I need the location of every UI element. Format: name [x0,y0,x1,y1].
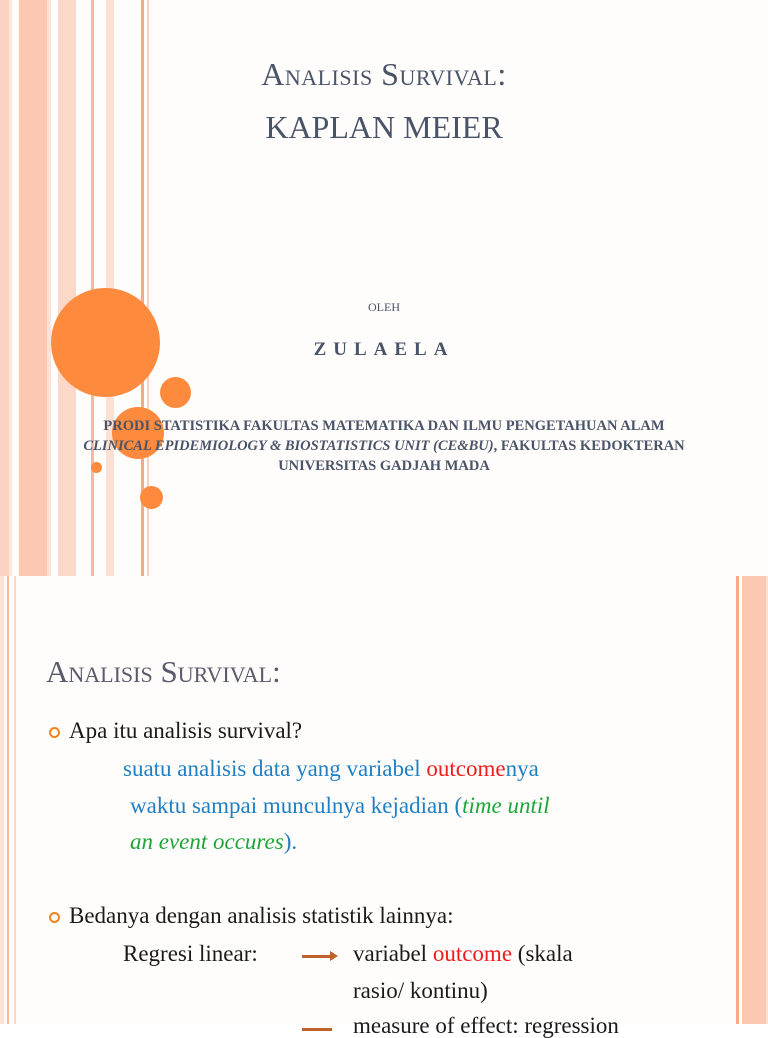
affiliation [0,416,768,476]
bullet-question: Apa itu analisis survival? [69,718,303,743]
section-heading: Analisis Survival: [46,654,281,689]
definition-line-1 [123,757,539,780]
regression-scale: (skala [512,941,573,966]
decorative-stripe [7,576,9,1024]
affiliation-line-2 [0,436,768,456]
outcome-term: outcome [426,756,506,781]
decorative-circle [160,377,191,408]
bullet-icon [49,912,60,923]
definition-text: waktu sampai munculnya kejadian ( [130,793,463,818]
arrow-icon [302,1028,332,1031]
definition-line-3 [130,830,297,853]
arrow-icon [302,955,332,958]
english-term: an event occures [130,829,284,854]
decorative-stripe [0,576,4,1024]
definition-text: suatu analisis data yang variabel [123,756,427,781]
definition-line-2 [130,794,550,817]
english-term: time until [462,793,550,818]
regression-effect: measure of effect: regression [353,1013,619,1038]
decorative-stripe [736,576,739,1024]
outcome-term: outcome [432,941,513,966]
slide-subtitle: KAPLAN MEIER [265,109,503,145]
bullet-comparison: Bedanya dengan analisis statistik lainnya: [69,903,454,928]
by-label: OLEH [368,300,400,314]
regression-scale-line: rasio/ kontinu) [353,978,488,1003]
affiliation-line-3: UNIVERSITAS GADJAH MADA [278,458,490,474]
affiliation-faculty: , FAKULTAS KEDOKTERAN [493,438,685,454]
affiliation-line-1: PRODI STATISTIKA FAKULTAS MATEMATIKA DAN ILMU PENGETAHUAN ALAM [103,418,665,434]
author-name: ZULAELA [313,339,455,360]
definition-suffix: nya [505,756,539,781]
arrow-head-icon [330,951,338,961]
decorative-stripe [742,576,766,1024]
affiliation-unit: CLINICAL EPIDEMIOLOGY & BIOSTATISTICS UNIT (CE&BU) [83,438,494,454]
bullet-icon [49,727,60,738]
decorative-circle [140,486,163,509]
regression-outcome [353,942,573,965]
closing-paren: ). [283,829,298,854]
regression-label: Regresi linear: [123,941,258,966]
slide-title: Analisis Survival: [261,56,507,92]
regression-text: variabel [353,941,433,966]
decorative-stripe [14,576,16,1024]
